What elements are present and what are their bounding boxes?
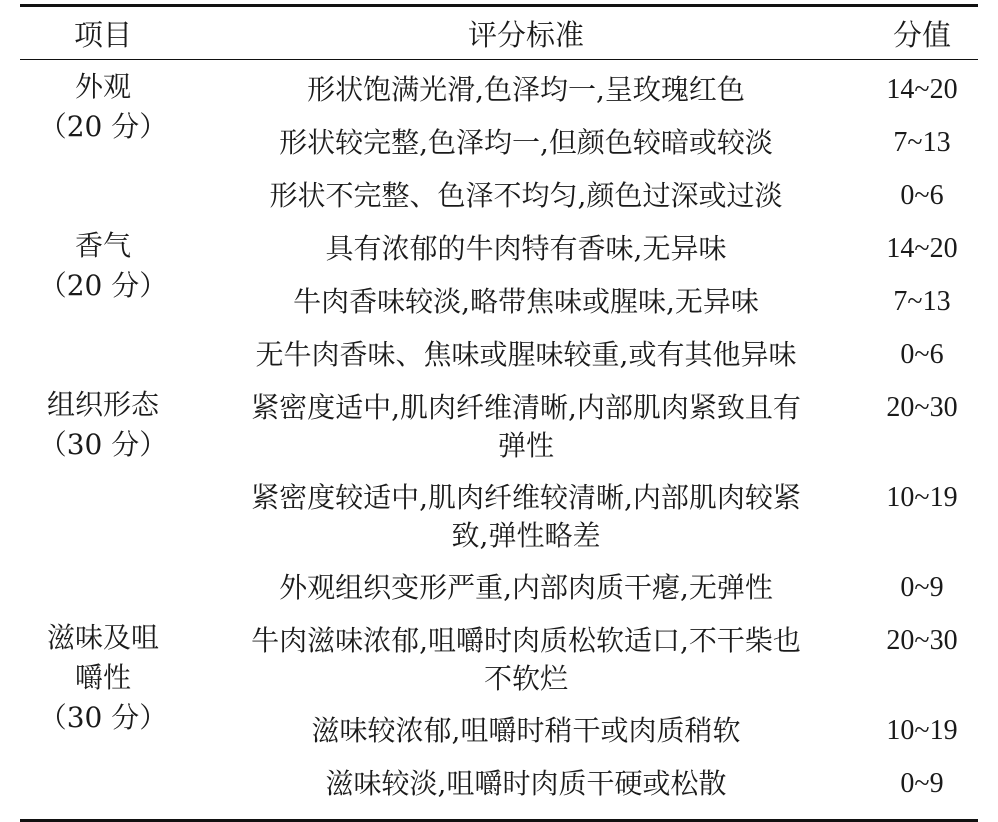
- criteria-line: 紧密度适中,肌肉纤维清晰,内部肌肉紧致且有: [251, 391, 801, 424]
- table-row: [186, 758, 978, 811]
- table-row: [186, 615, 978, 705]
- criteria-line: 弹性: [497, 429, 554, 462]
- table-row: [186, 382, 978, 472]
- criteria-cell: 形状不完整、色泽不均匀,颜色过深或过淡: [269, 179, 783, 212]
- group-aroma: [20, 223, 978, 382]
- score-cell: 20~30: [886, 392, 958, 423]
- table-row: [186, 64, 978, 117]
- criteria-cell: 形状较完整,色泽均一,但颜色较暗或较淡: [279, 126, 773, 159]
- group-appearance: [20, 64, 978, 223]
- criteria-cell: [186, 382, 866, 472]
- group-item-cell: [20, 64, 186, 223]
- group-taste: [20, 615, 978, 811]
- table-row: [186, 329, 978, 382]
- table-row: [186, 223, 978, 276]
- score-cell: 14~20: [886, 74, 958, 105]
- criteria-line: 紧密度较适中,肌肉纤维较清晰,内部肌肉较紧: [251, 481, 801, 514]
- group-item-points: （30 分）: [38, 428, 168, 461]
- group-item-label: 外观: [74, 70, 131, 103]
- score-cell: 0~9: [900, 572, 944, 603]
- group-item-points: （20 分）: [38, 110, 168, 143]
- criteria-cell: 牛肉香味较淡,略带焦味或腥味,无异味: [293, 285, 759, 318]
- group-item-label: 滋味及咀: [46, 621, 159, 654]
- table-row: [186, 472, 978, 562]
- criteria-line: 致,弹性略差: [451, 519, 601, 552]
- score-cell: 0~6: [900, 180, 944, 211]
- group-item-cell: [20, 382, 186, 615]
- score-cell: 0~6: [900, 339, 944, 370]
- criteria-cell: 滋味较浓郁,咀嚼时稍干或肉质稍软: [311, 714, 741, 747]
- table-row: [186, 117, 978, 170]
- table-body: [20, 60, 978, 819]
- criteria-cell: 无牛肉香味、焦味或腥味较重,或有其他异味: [255, 338, 797, 371]
- table-header-row: [20, 7, 978, 59]
- group-texture: [20, 382, 978, 615]
- scoring-table: [20, 4, 978, 822]
- criteria-line: 牛肉滋味浓郁,咀嚼时肉质松软适口,不干柴也: [251, 624, 801, 657]
- criteria-cell: 滋味较淡,咀嚼时肉质干硬或松散: [325, 767, 727, 800]
- group-item-cell: [20, 615, 186, 811]
- criteria-cell: 形状饱满光滑,色泽均一,呈玫瑰红色: [307, 73, 745, 106]
- criteria-cell: 具有浓郁的牛肉特有香味,无异味: [325, 232, 727, 265]
- score-cell: 10~19: [886, 482, 958, 513]
- group-item-label-cont: 嚼性: [74, 661, 131, 694]
- score-cell: 7~13: [893, 127, 951, 158]
- score-cell: 14~20: [886, 233, 958, 264]
- score-cell: 20~30: [886, 625, 958, 656]
- group-item-points: （30 分）: [38, 701, 168, 734]
- group-item-points: （20 分）: [38, 269, 168, 302]
- table-row: [186, 562, 978, 615]
- header-item: 项目: [73, 17, 132, 52]
- score-cell: 0~9: [900, 768, 944, 799]
- criteria-line: 不软烂: [483, 662, 568, 695]
- group-item-label: 香气: [74, 229, 131, 262]
- group-item-label: 组织形态: [46, 388, 159, 421]
- score-cell: 10~19: [886, 715, 958, 746]
- group-item-cell: [20, 223, 186, 382]
- table-row: [186, 276, 978, 329]
- table-row: [186, 170, 978, 223]
- score-cell: 7~13: [893, 286, 951, 317]
- header-criteria: 评分标准: [467, 17, 584, 52]
- header-score: 分值: [892, 17, 951, 52]
- table-row: [186, 705, 978, 758]
- criteria-cell: 外观组织变形严重,内部肉质干瘪,无弹性: [279, 571, 773, 604]
- criteria-cell: [186, 615, 866, 705]
- criteria-cell: [186, 472, 866, 562]
